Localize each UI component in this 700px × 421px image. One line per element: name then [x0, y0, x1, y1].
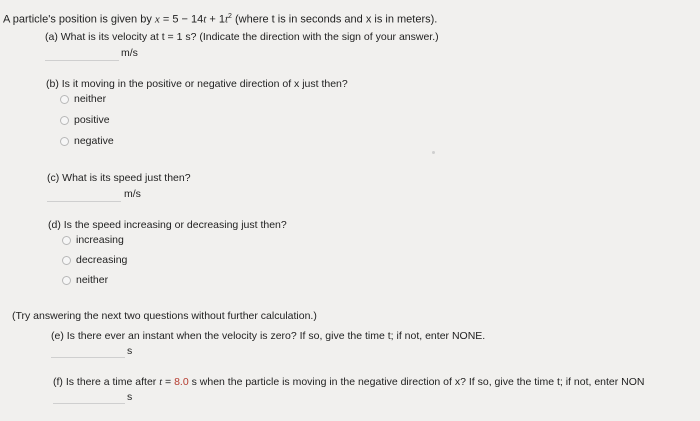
radio-label: decreasing [76, 254, 128, 266]
eq-x: x [154, 13, 160, 26]
problem-prefix: A particle's position is given by [3, 13, 155, 26]
question-f-t: t [159, 377, 163, 388]
radio-option-positive[interactable] [60, 114, 110, 126]
negative-direction-time-input[interactable] [53, 390, 125, 404]
highlighted-time-value: 8.0 [174, 376, 189, 388]
radio-option-negative[interactable] [60, 135, 114, 147]
radio-label: neither [76, 274, 109, 286]
question-f-end: s when the particle is moving in the negative direction of x? If so, give the time t; if not, enter NON [188, 376, 645, 388]
radio-option-increasing[interactable] [62, 234, 124, 246]
time-unit-f: s [127, 391, 133, 403]
question-e: (e) Is there ever an instant when the velocity is zero? If so, give the time t; if not, enter NONE. [51, 330, 486, 342]
eq-rest: = 5 − 14 [159, 13, 204, 26]
question-d: (d) Is the speed increasing or decreasing just then? [48, 219, 287, 231]
velocity-input[interactable] [45, 47, 119, 61]
radio-icon[interactable] [60, 95, 69, 104]
zero-velocity-time-input[interactable] [51, 344, 125, 358]
radio-label: negative [74, 135, 114, 147]
speed-input[interactable] [47, 188, 121, 202]
eq-plus: + 1 [206, 13, 225, 26]
eq-exponent: 2 [228, 13, 232, 20]
radio-label: positive [74, 114, 110, 126]
radio-option-neither-d[interactable] [62, 274, 108, 286]
eq-t2: t [224, 13, 229, 26]
radio-label: increasing [76, 234, 124, 246]
radio-label: neither [74, 93, 107, 105]
radio-icon[interactable] [62, 256, 71, 265]
radio-icon[interactable] [60, 137, 69, 146]
time-unit-e: s [127, 345, 133, 357]
problem-statement [3, 10, 437, 27]
question-f-start: (f) Is there a time after [53, 376, 160, 388]
question-f [53, 376, 645, 389]
question-f-eq: = [162, 376, 175, 388]
decorative-dot [432, 151, 435, 154]
velocity-unit: m/s [121, 47, 138, 59]
question-c: (c) What is its speed just then? [47, 172, 191, 184]
problem-suffix: (where t is in seconds and x is in meters). [231, 13, 438, 26]
radio-icon[interactable] [60, 116, 69, 125]
radio-option-decreasing[interactable] [62, 254, 127, 266]
speed-unit: m/s [124, 188, 141, 200]
radio-option-neither[interactable] [60, 93, 106, 105]
eq-t1: t [203, 13, 207, 26]
radio-icon[interactable] [62, 276, 71, 285]
radio-icon[interactable] [62, 236, 71, 245]
question-b: (b) Is it moving in the positive or negative direction of x just then? [46, 78, 348, 90]
question-a: (a) What is its velocity at t = 1 s? (Indicate the direction with the sign of your answer.) [45, 31, 439, 43]
instruction-note: (Try answering the next two questions without further calculation.) [12, 310, 317, 322]
